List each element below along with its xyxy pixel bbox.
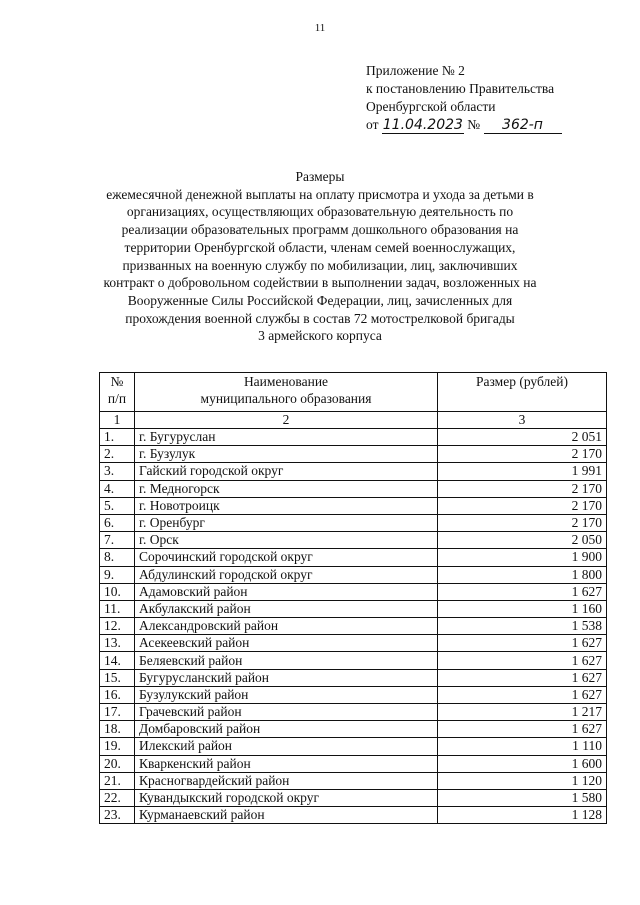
table-row — [100, 463, 607, 480]
municipality-name: Гайский городской округ — [135, 463, 438, 480]
payment-amount: 2 051 — [438, 429, 607, 446]
title-line: призванных на военную службу по мобилизации, лиц, заключивших — [122, 257, 518, 273]
payment-amount: 1 580 — [438, 789, 607, 806]
payment-amount: 1 538 — [438, 618, 607, 635]
table-row — [100, 497, 607, 514]
municipality-name: г. Бузулук — [135, 446, 438, 463]
payment-amount: 2 170 — [438, 446, 607, 463]
table-row — [100, 721, 607, 738]
title-line: прохождения военной службы в состав 72 мотострелковой бригады — [125, 310, 515, 326]
appendix-date-line — [366, 116, 562, 134]
municipality-name: Абдулинский городской округ — [135, 566, 438, 583]
row-number: 3. — [100, 463, 135, 480]
table-row — [100, 652, 607, 669]
payment-amount: 1 110 — [438, 738, 607, 755]
row-number: 15. — [100, 669, 135, 686]
column-index: 1 — [100, 412, 135, 429]
document-title — [80, 168, 560, 345]
table-row — [100, 738, 607, 755]
table-row — [100, 755, 607, 772]
header-name — [135, 373, 438, 412]
row-number: 17. — [100, 704, 135, 721]
payment-amount: 2 170 — [438, 514, 607, 531]
table-header-row — [100, 373, 607, 412]
table-row — [100, 704, 607, 721]
payment-amount: 1 627 — [438, 583, 607, 600]
payment-amount: 1 900 — [438, 549, 607, 566]
row-number: 1. — [100, 429, 135, 446]
municipality-name: г. Новотроицк — [135, 497, 438, 514]
payment-amount: 1 120 — [438, 772, 607, 789]
table-row — [100, 686, 607, 703]
handwritten-number: 362-п — [484, 118, 562, 134]
table-row — [100, 807, 607, 824]
payment-amount: 1 128 — [438, 807, 607, 824]
municipality-name: Асекеевский район — [135, 635, 438, 652]
payment-amount: 2 170 — [438, 480, 607, 497]
row-number: 10. — [100, 583, 135, 600]
municipality-name: Грачевский район — [135, 704, 438, 721]
appendix-reference: к постановлению Правительства — [366, 81, 555, 96]
row-number: 12. — [100, 618, 135, 635]
payment-amount: 2 170 — [438, 497, 607, 514]
title-line: Размеры — [295, 169, 345, 184]
table-row — [100, 618, 607, 635]
table-body — [100, 429, 607, 824]
municipality-name: г. Бугуруслан — [135, 429, 438, 446]
title-line: организациях, осуществляющих образовательную деятельность по — [126, 204, 514, 220]
row-number: 5. — [100, 497, 135, 514]
municipality-name: Бугурусланский район — [135, 669, 438, 686]
title-line: реализации образовательных программ дошкольного образования на — [121, 222, 519, 238]
payment-amount: 1 627 — [438, 652, 607, 669]
column-index-row — [100, 412, 607, 429]
number-prefix: № — [467, 117, 481, 132]
title-line: Вооруженные Силы Российской Федерации, лиц, зачисленных для — [127, 292, 513, 308]
payments-table — [99, 372, 607, 824]
row-number: 8. — [100, 549, 135, 566]
municipality-name: Беляевский район — [135, 652, 438, 669]
appendix-region: Оренбургской области — [366, 99, 496, 114]
municipality-name: Бузулукский район — [135, 686, 438, 703]
row-number: 4. — [100, 480, 135, 497]
payment-amount: 1 600 — [438, 755, 607, 772]
appendix-header — [366, 62, 562, 134]
header-name-line2: муниципального образования — [200, 391, 372, 406]
municipality-name: Курманаевский район — [135, 807, 438, 824]
municipality-name: г. Оренбург — [135, 514, 438, 531]
municipality-name: Илекский район — [135, 738, 438, 755]
date-prefix: от — [366, 117, 379, 132]
municipality-name: Домбаровский район — [135, 721, 438, 738]
row-number: 14. — [100, 652, 135, 669]
table-row — [100, 635, 607, 652]
municipality-name: г. Медногорск — [135, 480, 438, 497]
header-number-line1: № — [110, 374, 124, 389]
row-number: 16. — [100, 686, 135, 703]
payment-amount: 1 627 — [438, 686, 607, 703]
table-row — [100, 600, 607, 617]
table-row — [100, 549, 607, 566]
header-amount: Размер (рублей) — [438, 373, 607, 412]
page-number: 11 — [314, 22, 326, 34]
appendix-title: Приложение № 2 — [366, 63, 465, 78]
row-number: 22. — [100, 789, 135, 806]
title-line: территории Оренбургской области, членам семей военнослужащих, — [124, 239, 516, 255]
row-number: 2. — [100, 446, 135, 463]
row-number: 20. — [100, 755, 135, 772]
municipality-name: Красногвардейский район — [135, 772, 438, 789]
row-number: 13. — [100, 635, 135, 652]
municipality-name: Кваркенский район — [135, 755, 438, 772]
row-number: 6. — [100, 514, 135, 531]
table-row — [100, 669, 607, 686]
row-number: 21. — [100, 772, 135, 789]
table-row — [100, 429, 607, 446]
row-number: 19. — [100, 738, 135, 755]
table-row — [100, 532, 607, 549]
header-number-line2: п/п — [107, 391, 127, 406]
header-number — [100, 373, 135, 412]
handwritten-date: 11.04.2023 — [382, 117, 463, 133]
title-line: 3 армейского корпуса — [258, 328, 382, 344]
row-number: 7. — [100, 532, 135, 549]
payment-amount: 1 160 — [438, 600, 607, 617]
municipality-name: Кувандыкский городской округ — [135, 789, 438, 806]
table-row — [100, 566, 607, 583]
municipality-name: Адамовский район — [135, 583, 438, 600]
municipality-name: Сорочинский городской округ — [135, 549, 438, 566]
municipality-name: г. Орск — [135, 532, 438, 549]
row-number: 9. — [100, 566, 135, 583]
payment-amount: 1 991 — [438, 463, 607, 480]
table-row — [100, 480, 607, 497]
table-row — [100, 583, 607, 600]
table-row — [100, 514, 607, 531]
payment-amount: 1 627 — [438, 669, 607, 686]
row-number: 23. — [100, 807, 135, 824]
title-line: ежемесячной денежной выплаты на оплату присмотра и ухода за детьми в — [106, 186, 534, 202]
municipality-name: Александровский район — [135, 618, 438, 635]
column-index: 2 — [135, 412, 438, 429]
row-number: 11. — [100, 600, 135, 617]
payment-amount: 1 627 — [438, 721, 607, 738]
row-number: 18. — [100, 721, 135, 738]
payment-amount: 1 627 — [438, 635, 607, 652]
municipality-name: Акбулакский район — [135, 600, 438, 617]
table-row — [100, 446, 607, 463]
column-index: 3 — [438, 412, 607, 429]
header-name-line1: Наименование — [243, 374, 329, 389]
table-row — [100, 772, 607, 789]
title-line: контракт о добровольном содействии в выполнении задач, возложенных на — [103, 275, 537, 291]
payment-amount: 1 217 — [438, 704, 607, 721]
payment-amount: 2 050 — [438, 532, 607, 549]
payment-amount: 1 800 — [438, 566, 607, 583]
table-row — [100, 789, 607, 806]
